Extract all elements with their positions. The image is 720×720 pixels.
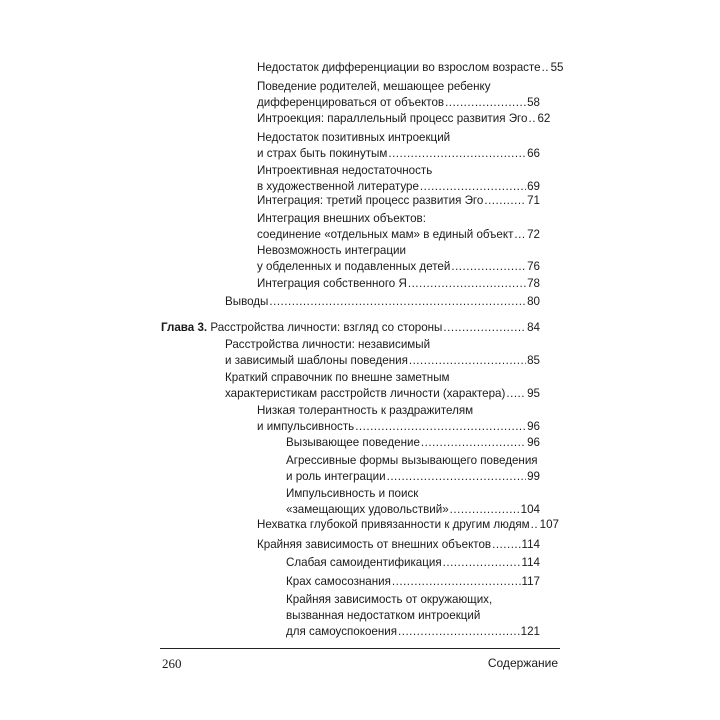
toc-page-number: 80 xyxy=(527,295,540,308)
toc-entry[interactable] xyxy=(286,574,540,590)
toc-page-number: 72 xyxy=(527,228,540,241)
toc-entry-title-line: Невозможность интеграции xyxy=(257,244,406,257)
toc-page-number: 121 xyxy=(520,625,540,638)
toc-entry[interactable] xyxy=(257,60,564,76)
toc-entry-title: у обделенных и подавленных детей xyxy=(257,260,451,273)
toc-entry[interactable] xyxy=(257,79,540,111)
toc-entry[interactable] xyxy=(257,403,540,435)
toc-entry[interactable] xyxy=(225,370,540,402)
toc-entry[interactable] xyxy=(257,193,540,209)
toc-entry-title: Интеграция собственного Я xyxy=(257,277,407,290)
toc-entry-title: «замещающих удовольствий» xyxy=(286,503,449,516)
toc-page-number: 55 xyxy=(550,61,564,74)
toc-entry[interactable] xyxy=(286,486,540,518)
leader-dots xyxy=(421,435,526,451)
toc-page-number: 71 xyxy=(527,194,540,207)
toc-entry-title-line: Агрессивные формы вызывающего поведения xyxy=(286,454,538,467)
toc-page-number: 76 xyxy=(527,260,540,273)
toc-chapter-entry[interactable] xyxy=(161,320,540,336)
toc-entry-title: Выводы xyxy=(225,295,269,308)
running-title: Содержание xyxy=(487,656,558,670)
toc-entry-title: Недостаток дифференциации во взрослом возрасте xyxy=(257,61,541,74)
toc-entry-title: Вызывающее поведение xyxy=(286,436,420,449)
toc-entry-title-line: Низкая толерантность к раздражителям xyxy=(257,404,474,417)
toc-page-number: 96 xyxy=(527,436,540,449)
toc-entry-title-line: Интроективная недостаточность xyxy=(257,164,433,177)
leader-dots xyxy=(542,60,550,76)
toc-page-number: 107 xyxy=(539,518,559,531)
toc-entry-title-line: Поведение родителей, мешающее ребенку xyxy=(257,80,491,93)
leader-dots xyxy=(388,146,526,162)
toc-entry[interactable] xyxy=(257,130,540,162)
leader-dots xyxy=(451,259,526,275)
toc-page-number: 114 xyxy=(521,538,540,551)
leader-dots xyxy=(392,574,521,590)
leader-dots xyxy=(528,111,536,127)
toc-entry[interactable] xyxy=(257,243,540,275)
toc-entry-title: Интроекция: параллельный процесс развития Эго xyxy=(257,112,528,125)
toc-entry[interactable] xyxy=(257,163,540,195)
page-number: 260 xyxy=(162,656,182,671)
toc-entry-title: для самоуспокоения xyxy=(286,625,398,638)
toc-entry-title: Нехватка глубокой привязанности к другим людям xyxy=(257,518,530,531)
toc-page-number: 114 xyxy=(521,556,540,569)
toc-entry-title-line: Расстройства личности: независимый xyxy=(225,338,431,351)
leader-dots xyxy=(398,624,520,640)
leader-dots xyxy=(443,320,526,336)
toc-page-number: 117 xyxy=(521,575,540,588)
toc-entry-title: Интеграция: третий процесс развития Эго xyxy=(257,194,484,207)
leader-dots xyxy=(443,555,521,571)
toc-entry[interactable] xyxy=(286,555,540,571)
toc-entry-title: характеристикам расстройств личности (характера) xyxy=(225,387,506,400)
toc-page-number: 85 xyxy=(527,354,540,367)
toc-entry[interactable] xyxy=(286,453,540,485)
leader-dots xyxy=(445,95,526,111)
toc-entry-title: дифференцироваться от объектов xyxy=(257,96,445,109)
toc-page-number: 58 xyxy=(527,96,540,109)
toc-entry-title: и зависимый шаблоны поведения xyxy=(225,354,408,367)
toc-entry[interactable] xyxy=(225,294,540,310)
toc-entry[interactable] xyxy=(257,517,559,533)
toc-entry-title: и страх быть покинутым xyxy=(257,147,388,160)
toc-entry-title-line: Краткий справочник по внешне заметным xyxy=(225,371,450,384)
toc-entry-title: Слабая самоидентификация xyxy=(286,556,442,569)
toc-page-number: 69 xyxy=(527,180,540,193)
toc-page-number: 62 xyxy=(537,112,551,125)
toc-entry[interactable] xyxy=(257,211,540,243)
leader-dots xyxy=(531,517,539,533)
leader-dots xyxy=(409,353,526,369)
toc-entry-title: в художественной литературе xyxy=(257,180,419,193)
toc-entry-title-line: Недостаток позитивных интроекций xyxy=(257,131,451,144)
toc-entry[interactable] xyxy=(257,276,540,292)
leader-dots xyxy=(408,276,526,292)
toc-entry[interactable] xyxy=(286,435,540,451)
footer-rule xyxy=(160,648,560,649)
toc-entry-title: Крайняя зависимость от внешних объектов xyxy=(257,538,492,551)
toc-page-number: 84 xyxy=(527,321,540,334)
leader-dots xyxy=(484,193,526,209)
chapter-label: Глава 3. xyxy=(161,321,208,334)
toc-entry-title: Крах самосознания xyxy=(286,575,391,588)
toc-page-number: 66 xyxy=(527,147,540,160)
toc-entry-title-line: Импульсивность и поиск xyxy=(286,487,419,500)
toc-entry-title: и роль интеграции xyxy=(286,470,386,483)
leader-dots xyxy=(387,469,527,485)
toc-entry-title-line: Интеграция внешних объектов: xyxy=(257,212,426,225)
leader-dots xyxy=(506,386,526,402)
toc-page-number: 95 xyxy=(527,387,540,400)
leader-dots xyxy=(450,502,520,518)
leader-dots xyxy=(269,294,526,310)
leader-dots xyxy=(492,537,520,553)
toc-entry-title-line: вызванная недостатком интроекций xyxy=(286,609,481,622)
toc-entry[interactable] xyxy=(286,592,540,640)
toc-entry-title-line: Крайняя зависимость от окружающих, xyxy=(286,593,493,606)
toc-entry-title: и импульсивность xyxy=(257,420,355,433)
leader-dots xyxy=(514,227,526,243)
toc-page-number: 104 xyxy=(520,503,540,516)
toc-page-number: 96 xyxy=(527,420,540,433)
leader-dots xyxy=(355,419,526,435)
toc-entry-title: соединение «отдельных мам» в единый объект xyxy=(257,228,514,241)
toc-entry[interactable] xyxy=(257,537,540,553)
toc-entry-title: Расстройства личности: взгляд со стороны xyxy=(210,321,443,334)
toc-entry[interactable] xyxy=(257,111,551,127)
toc-page-number: 78 xyxy=(527,277,540,290)
toc-entry[interactable] xyxy=(225,337,540,369)
toc-page-number: 99 xyxy=(527,470,540,483)
